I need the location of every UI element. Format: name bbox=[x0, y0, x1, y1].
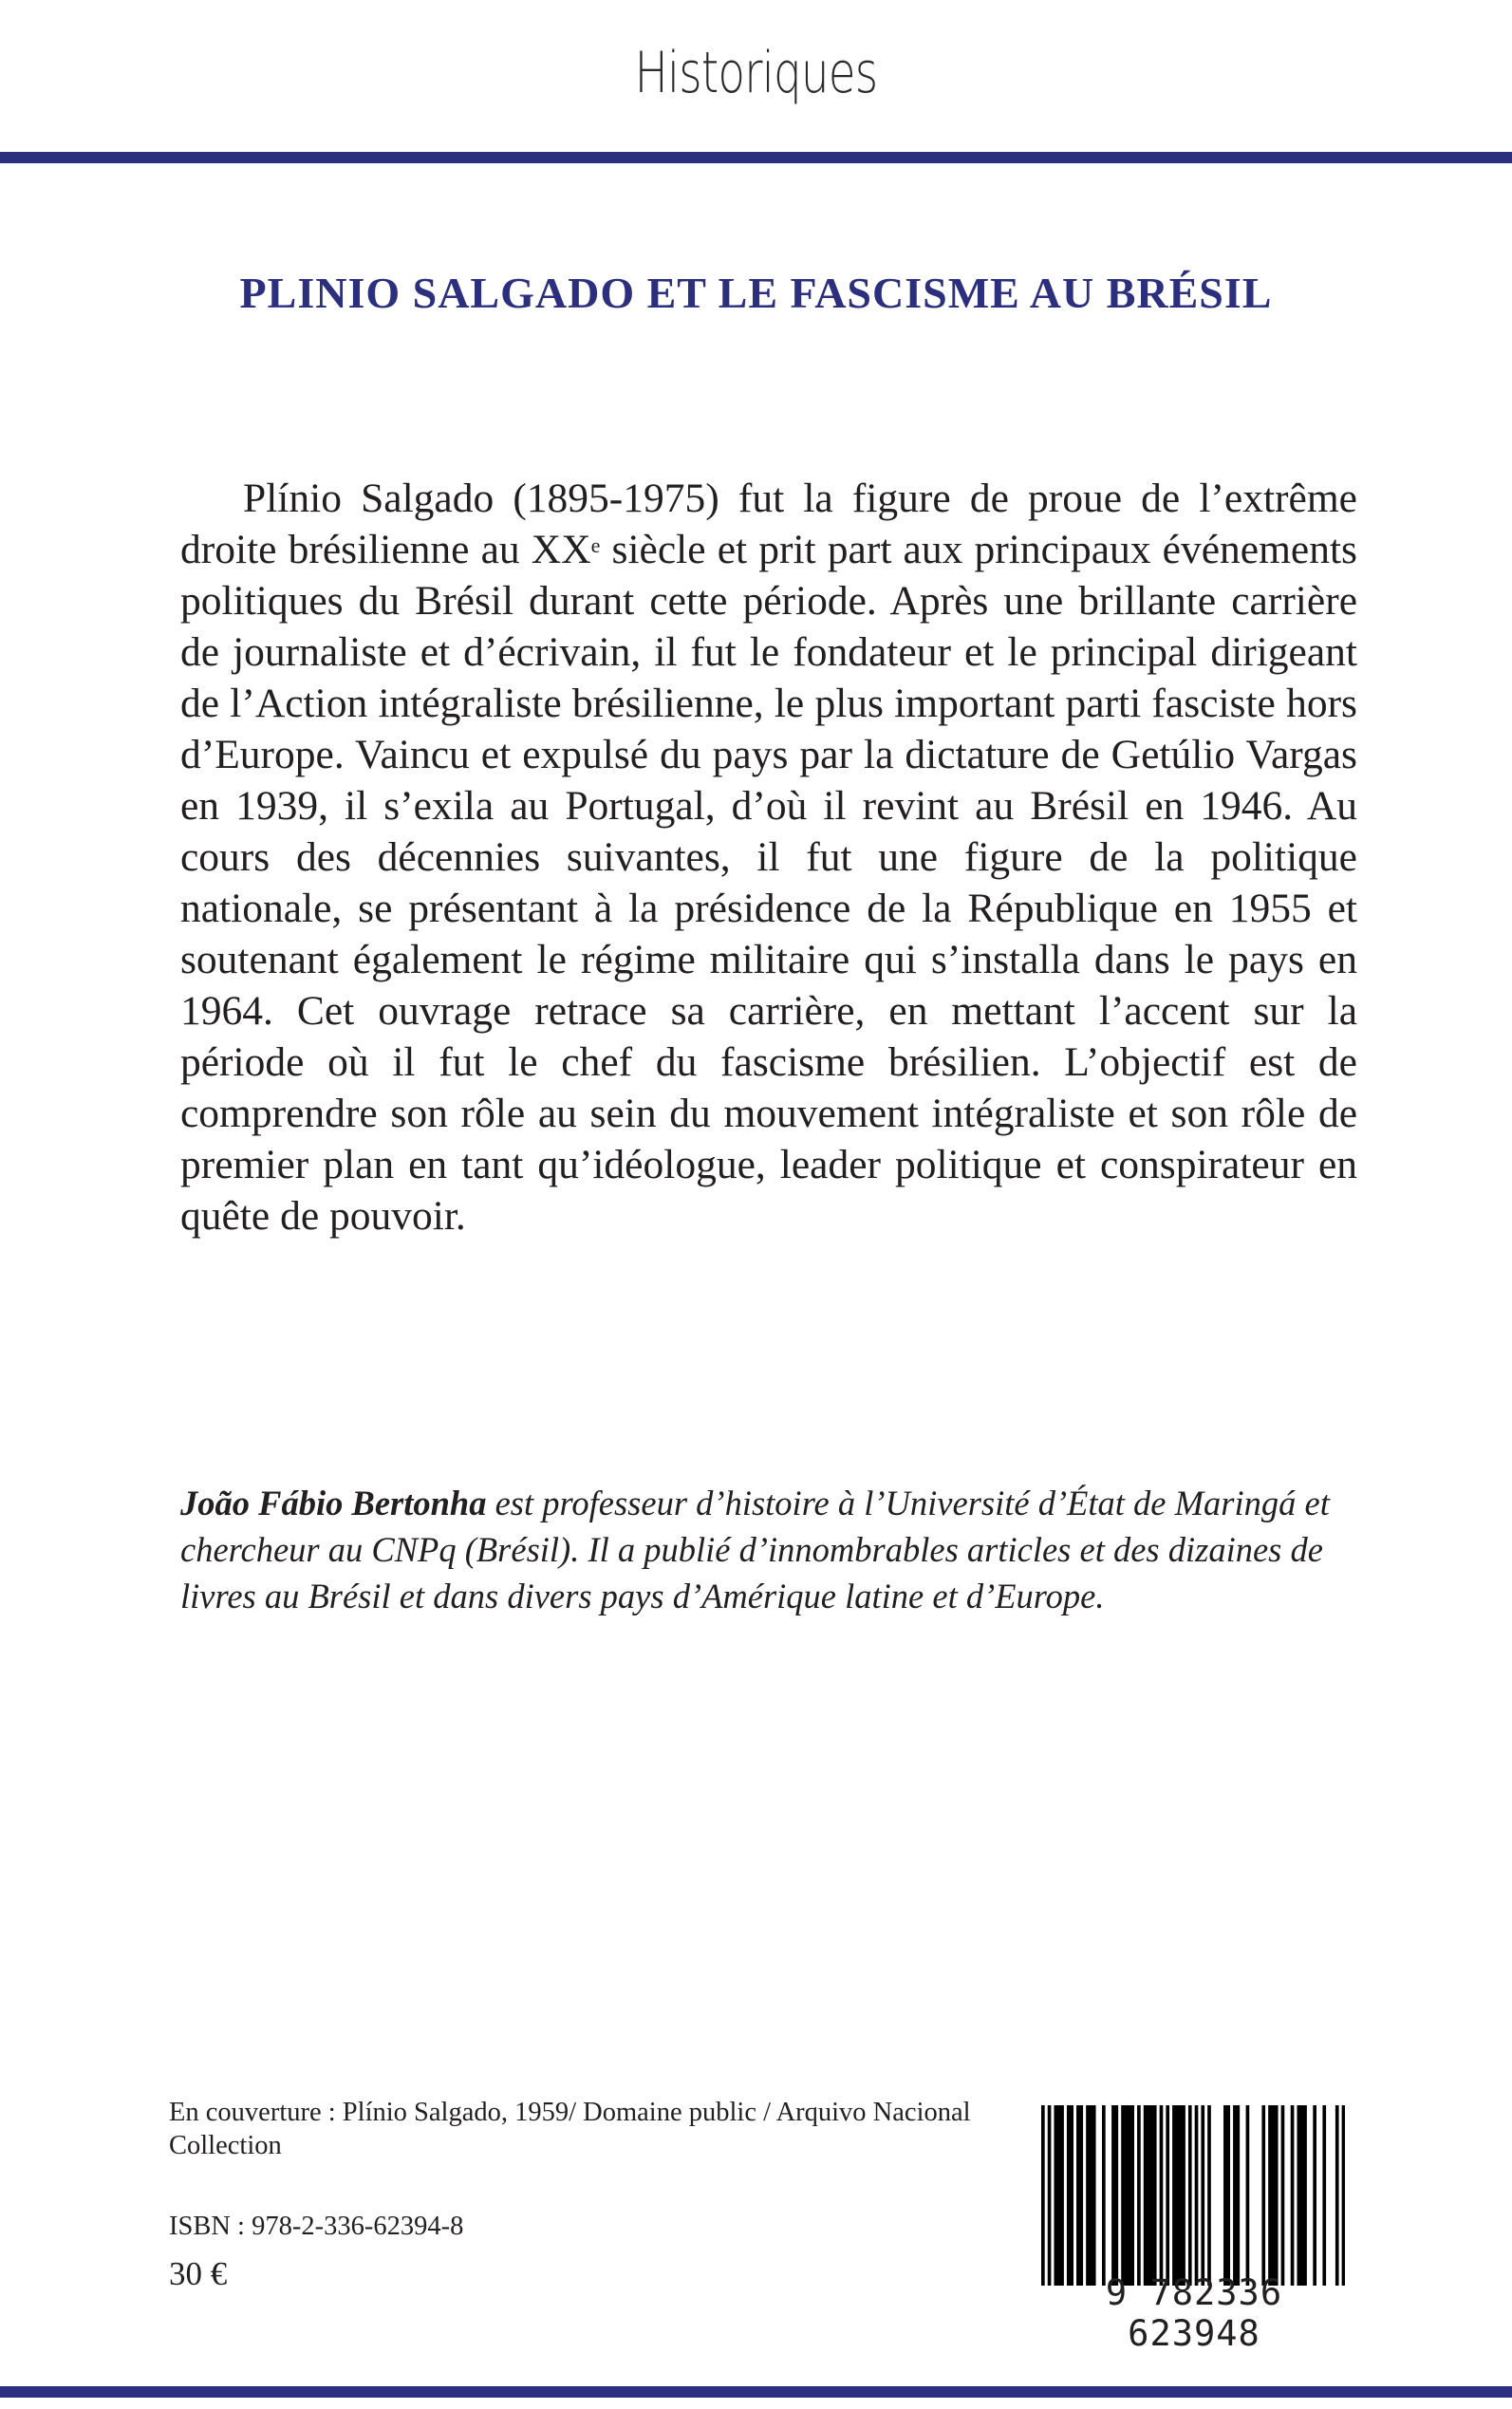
barcode-bar bbox=[1223, 2105, 1227, 2286]
barcode-bar bbox=[1128, 2105, 1131, 2286]
author-bio-text: est professeur d’histoire à l’Université d’État de Maringá et chercheur au CNPq (Brésil). Il a publié d’innombrables articles et des dizaines de livres au Brésil et dans divers pays d’Amérique latine et d’Europe. bbox=[180, 1484, 1330, 1615]
barcode-digits: 9 782336 623948 bbox=[1105, 2272, 1283, 2354]
barcode-bar bbox=[1079, 2105, 1083, 2286]
barcode-bar bbox=[1070, 2105, 1073, 2286]
barcode-bar bbox=[1125, 2105, 1129, 2286]
author-bio bbox=[180, 1480, 1357, 1619]
barcode-bar bbox=[1297, 2105, 1300, 2286]
barcode-bar bbox=[1144, 2105, 1148, 2286]
barcode-bar bbox=[1300, 2105, 1304, 2286]
barcode-bar bbox=[1130, 2105, 1134, 2286]
barcode-bar bbox=[1111, 2105, 1115, 2286]
barcode-bar bbox=[1121, 2105, 1125, 2286]
barcode-bar bbox=[1268, 2105, 1272, 2286]
barcode-bar bbox=[1153, 2105, 1157, 2286]
barcode-bar bbox=[1275, 2105, 1279, 2286]
book-summary bbox=[180, 473, 1357, 1242]
price: 30 € bbox=[169, 2255, 228, 2292]
barcode-bar bbox=[1281, 2105, 1285, 2286]
barcode-bar bbox=[1175, 2105, 1179, 2286]
barcode-bar bbox=[1182, 2105, 1185, 2286]
barcode-bar bbox=[1172, 2105, 1176, 2286]
barcode-bar bbox=[1067, 2105, 1071, 2286]
barcode-bar bbox=[1342, 2105, 1345, 2286]
barcode-bar bbox=[1041, 2105, 1045, 2286]
barcode-bar bbox=[1092, 2105, 1096, 2286]
barcode-bar bbox=[1150, 2105, 1154, 2286]
barcode-bar bbox=[1048, 2105, 1052, 2286]
century-superscript: e bbox=[590, 533, 601, 557]
barcode-bar bbox=[1246, 2105, 1250, 2286]
summary-text-rest: siècle et prit part aux principaux événements politiques du Brésil durant cette période. Après une brillante carrière de journaliste et d’écrivain, il fut le fondateur et le principal dirigeant de l’Action intégraliste brésilienne, le plus important parti fasciste hors d’Europe. Vaincu et expulsé du pays par la dictature de Getúlio Vargas en 1939, il s’exila au Portugal, d’où il revint au Brésil en 1946. Au cours des décennies suivantes, il fut une figure de la politique nationale, se présentant à la présidence de la République en 1955 et soutenant également le régime militaire qui s’installa dans le pays en 1964. Cet ouvrage retrace sa carrière, en mettant l’accent sur la période où il fut le chef du fascisme brésilien. L’objectif est de comprendre son rôle au sein du mouvement intégraliste et son rôle de premier plan en tant qu’idéologue, leader politique et conspirateur en quête de pouvoir. bbox=[180, 527, 1357, 1239]
book-title: PLINIO SALGADO ET LE FASCISME AU BRÉSIL bbox=[239, 269, 1273, 317]
barcode-bar bbox=[1076, 2105, 1080, 2286]
barcode-bar bbox=[1102, 2105, 1106, 2286]
barcode-bar bbox=[1272, 2105, 1276, 2286]
barcode-bar bbox=[1114, 2105, 1118, 2286]
barcode-bar bbox=[1160, 2105, 1164, 2286]
barcode-bar bbox=[1261, 2105, 1265, 2286]
barcode-bar bbox=[1179, 2105, 1183, 2286]
barcode-bar bbox=[1147, 2105, 1150, 2286]
author-name: João Fábio Bertonha bbox=[180, 1484, 487, 1522]
barcode-bar bbox=[1233, 2105, 1237, 2286]
barcode-bar bbox=[1335, 2105, 1339, 2286]
barcode-bar bbox=[1201, 2105, 1204, 2286]
barcode-bar bbox=[1226, 2105, 1230, 2286]
barcode-bar bbox=[1207, 2105, 1211, 2286]
barcode-bar bbox=[1313, 2105, 1316, 2286]
barcode-bar bbox=[1188, 2105, 1192, 2286]
barcode-bar bbox=[1090, 2105, 1093, 2286]
barcode-bar bbox=[1060, 2105, 1064, 2286]
barcode-icon bbox=[1041, 2105, 1345, 2286]
summary-text-start: Plínio Salgado (1895-1975) fut la figure de proue de l’extrême droite brésilienne au XX bbox=[180, 476, 1357, 572]
top-rule bbox=[0, 152, 1512, 163]
barcode-bar bbox=[1236, 2105, 1240, 2286]
barcode-bar bbox=[1137, 2105, 1141, 2286]
barcode-bar bbox=[1166, 2105, 1169, 2286]
barcode-bar bbox=[1057, 2105, 1061, 2286]
barcode-bar bbox=[1195, 2105, 1199, 2286]
barcode-bar bbox=[1303, 2105, 1307, 2286]
barcode-bar bbox=[1322, 2105, 1326, 2286]
barcode-bar bbox=[1086, 2105, 1090, 2286]
cover-credit: En couverture : Plínio Salgado, 1959/ Domaine public / Arquivo Nacional Collection bbox=[169, 2098, 971, 2160]
bottom-rule bbox=[0, 2386, 1512, 2398]
series-name: Historiques bbox=[634, 40, 878, 106]
isbn: ISBN : 978-2-336-62394-8 bbox=[169, 2212, 464, 2241]
barcode-bar bbox=[1054, 2105, 1057, 2286]
barcode-bar bbox=[1291, 2105, 1295, 2286]
